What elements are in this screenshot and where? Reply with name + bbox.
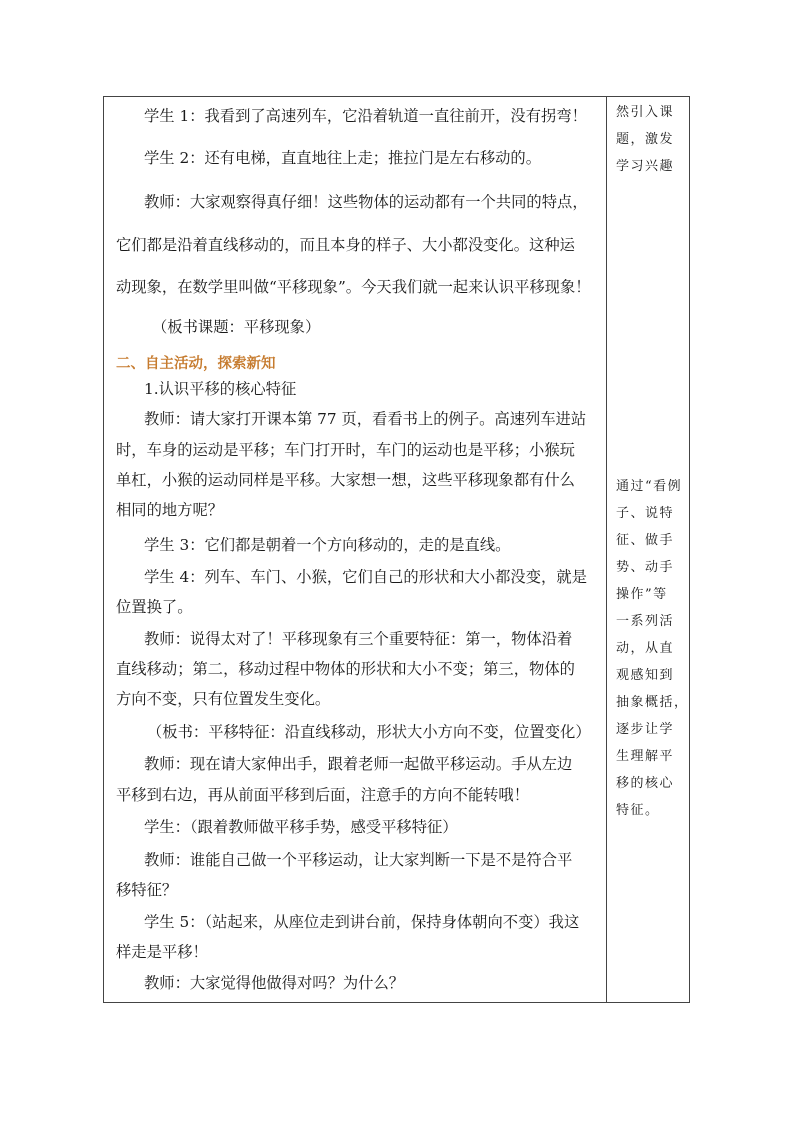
dialogue-line: 它们都是沿着直线移动的，而且本身的样子、大小都没变化。这种运 (116, 236, 575, 254)
intent-note-line: 一系列活 (616, 614, 675, 629)
board-note-line: （板书：平移特征：沿直线移动，形状大小方向不变，位置变化） (147, 723, 591, 741)
dialogue-line: 教师：谁能自己做一个平移运动，让大家判断一下是不是符合平 (144, 851, 573, 869)
dialogue-line: 学生 2：还有电梯，直直地往上走；推拉门是左右移动的。 (144, 149, 542, 167)
dialogue-line: 教师：大家观察得真仔细！这些物体的运动都有一个共同的特点， (144, 193, 588, 211)
section-heading: 二、自主活动，探索新知 (116, 356, 276, 372)
intent-note-line: 动，从直 (616, 641, 675, 656)
dialogue-line: 学生 3：它们都是朝着一个方向移动的，走的是直线。 (144, 536, 511, 554)
dialogue-line: 方向不变，只有位置发生变化。 (116, 690, 331, 708)
dialogue-line: 学生 1：我看到了高速列车，它沿着轨道一直往前开，没有拐弯！ (144, 107, 587, 125)
dialogue-line: 样走是平移！ (116, 943, 208, 961)
dialogue-line: 位置换了。 (116, 598, 193, 616)
dialogue-line: 学生：（跟着教师做平移手势，感受平移特征） (144, 818, 458, 836)
dialogue-line: 学生 5：（站起来，从座位走到讲台前，保持身体朝向不变）我这 (144, 913, 580, 931)
intent-note-line: 移的核心 (616, 776, 675, 791)
lesson-content-cell (104, 97, 606, 1002)
dialogue-line: 时，车身的运动是平移；车门打开时，车门的运动也是平移；小猴玩 (116, 441, 575, 459)
dialogue-line: 平移到右边，再从前面平移到后面，注意手的方向不能转哦！ (116, 786, 530, 804)
intent-note-line: 子、说特 (616, 506, 675, 521)
intent-note-line: 操作”等 (616, 587, 668, 602)
dialogue-line: 移特征？ (116, 881, 178, 899)
dialogue-line: 相同的地方呢？ (116, 501, 224, 519)
lesson-table (103, 96, 690, 1003)
intent-note-line: 势、动手 (616, 560, 675, 575)
dialogue-line: 直线移动；第二，移动过程中物体的形状和大小不变；第三，物体的 (116, 660, 575, 678)
intent-note-line: 征、做手 (616, 533, 675, 548)
dialogue-line: 动现象，在数学里叫做“平移现象”。今天我们就一起来认识平移现象！ (116, 278, 591, 296)
intent-note-line: 题，激发 (616, 132, 675, 147)
intent-note-line: 学习兴趣 (616, 159, 675, 174)
intent-note-line: 观感知到 (616, 668, 675, 683)
dialogue-line: 教师：请大家打开课本第 77 页，看看书上的例子。高速列车进站 (144, 410, 587, 428)
intent-note-line: 逐步让学 (616, 722, 675, 737)
dialogue-line: 学生 4：列车、车门、小猴，它们自己的形状和大小都没变，就是 (144, 568, 587, 586)
dialogue-line: 教师：现在请大家伸出手，跟着老师一起做平移运动。手从左边 (144, 755, 573, 773)
dialogue-line: 单杠，小猴的运动同样是平移。大家想一想，这些平移现象都有什么 (116, 471, 575, 489)
design-intent-cell (607, 97, 691, 1002)
intent-note-line: 抽象概括， (616, 695, 689, 710)
subsection-heading: 1.认识平移的核心特征 (144, 380, 297, 398)
intent-note-line: 通过“看例 (616, 479, 683, 494)
intent-note-line: 特征。 (616, 803, 660, 818)
board-note-line: （板书课题：平移现象） (152, 318, 321, 336)
dialogue-line: 教师：说得太对了！平移现象有三个重要特征：第一，物体沿着 (144, 630, 573, 648)
intent-note-line: 生理解平 (616, 749, 675, 764)
intent-note-line: 然引入课 (616, 105, 675, 120)
dialogue-line: 教师：大家觉得他做得对吗？为什么？ (144, 974, 405, 992)
